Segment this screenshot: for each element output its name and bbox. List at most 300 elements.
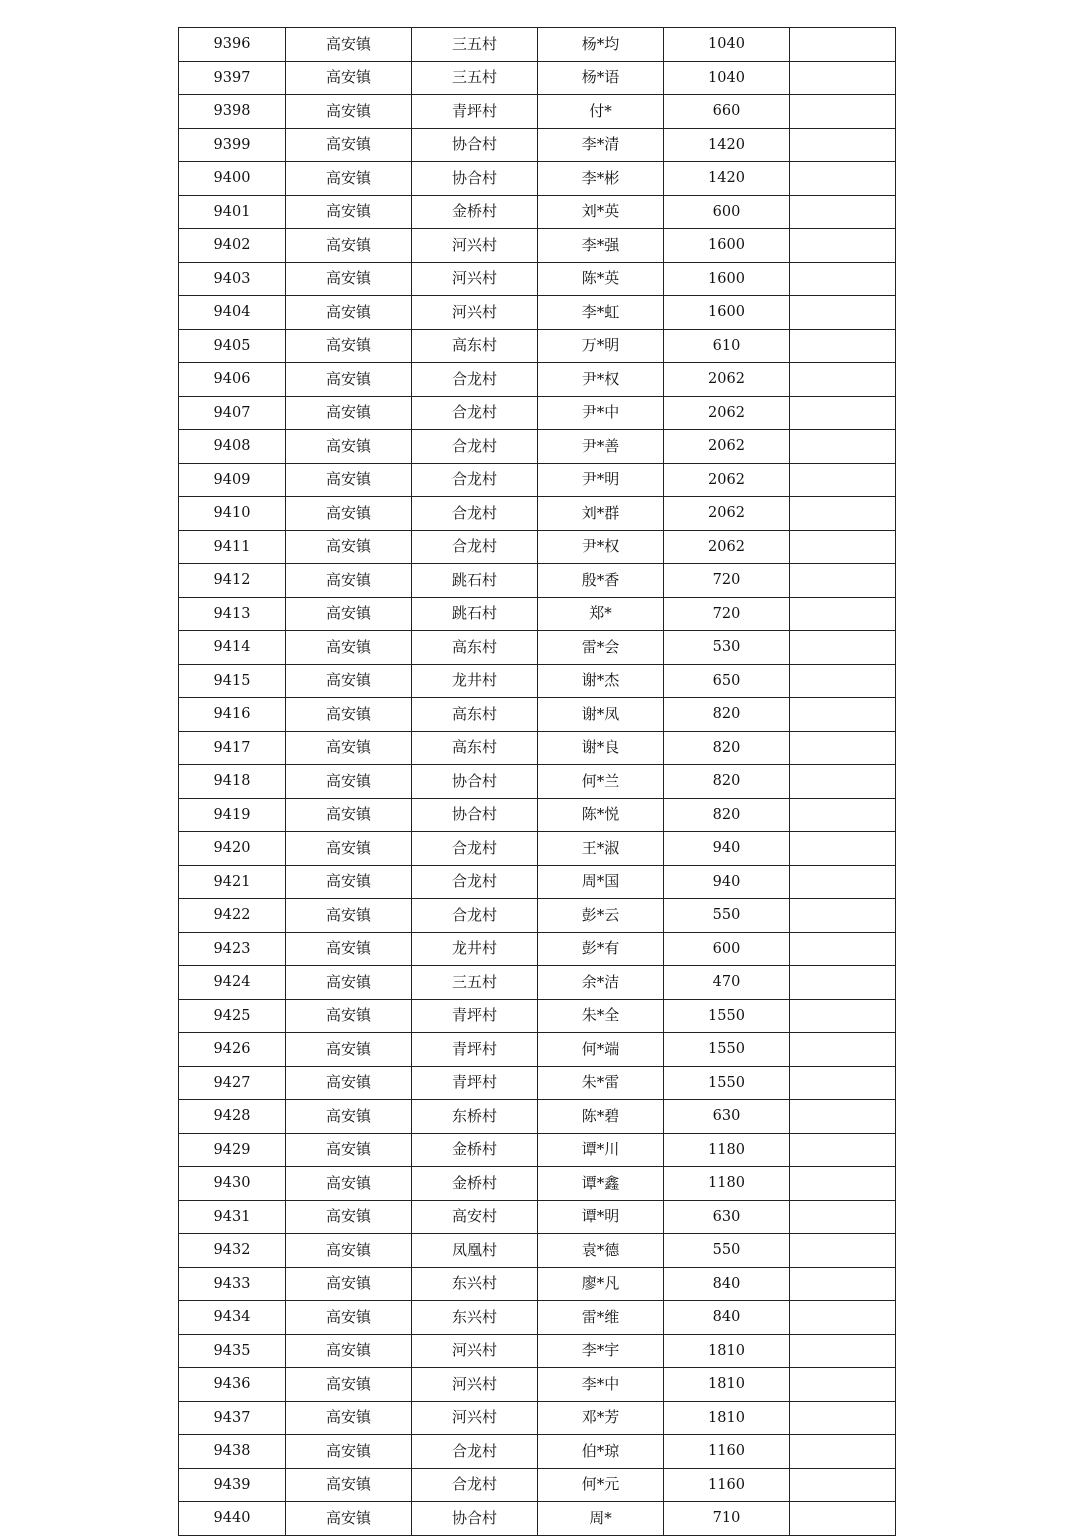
- note-cell: [790, 1401, 896, 1435]
- serial-number-cell: 9433: [179, 1267, 286, 1301]
- table-row: [179, 1200, 896, 1234]
- town-cell: 高安镇: [286, 966, 412, 1000]
- amount-cell: 1420: [664, 128, 790, 162]
- table-row: [179, 798, 896, 832]
- amount-cell: 650: [664, 664, 790, 698]
- roster-table-body: [179, 28, 896, 1536]
- note-cell: [790, 1368, 896, 1402]
- amount-cell: 940: [664, 832, 790, 866]
- note-cell: [790, 932, 896, 966]
- town-cell: 高安镇: [286, 1234, 412, 1268]
- town-cell: 高安镇: [286, 463, 412, 497]
- table-row: [179, 296, 896, 330]
- town-cell: 高安镇: [286, 95, 412, 129]
- serial-number-cell: 9423: [179, 932, 286, 966]
- serial-number-cell: 9424: [179, 966, 286, 1000]
- village-cell: 合龙村: [412, 497, 538, 531]
- note-cell: [790, 865, 896, 899]
- serial-number-cell: 9406: [179, 363, 286, 397]
- amount-cell: 2062: [664, 463, 790, 497]
- person-name-cell: 谢*杰: [538, 664, 664, 698]
- amount-cell: 600: [664, 195, 790, 229]
- town-cell: 高安镇: [286, 229, 412, 263]
- person-name-cell: 彭*云: [538, 899, 664, 933]
- serial-number-cell: 9401: [179, 195, 286, 229]
- person-name-cell: 李*中: [538, 1368, 664, 1402]
- person-name-cell: 周*国: [538, 865, 664, 899]
- amount-cell: 630: [664, 1100, 790, 1134]
- amount-cell: 610: [664, 329, 790, 363]
- serial-number-cell: 9414: [179, 631, 286, 665]
- serial-number-cell: 9430: [179, 1167, 286, 1201]
- person-name-cell: 陈*英: [538, 262, 664, 296]
- town-cell: 高安镇: [286, 1167, 412, 1201]
- amount-cell: 820: [664, 765, 790, 799]
- village-cell: 东桥村: [412, 1100, 538, 1134]
- note-cell: [790, 564, 896, 598]
- table-row: [179, 195, 896, 229]
- serial-number-cell: 9426: [179, 1033, 286, 1067]
- table-row: [179, 1468, 896, 1502]
- town-cell: 高安镇: [286, 1368, 412, 1402]
- serial-number-cell: 9399: [179, 128, 286, 162]
- village-cell: 河兴村: [412, 296, 538, 330]
- village-cell: 河兴村: [412, 262, 538, 296]
- amount-cell: 1180: [664, 1167, 790, 1201]
- amount-cell: 2062: [664, 530, 790, 564]
- town-cell: 高安镇: [286, 832, 412, 866]
- table-row: [179, 1502, 896, 1536]
- town-cell: 高安镇: [286, 262, 412, 296]
- serial-number-cell: 9398: [179, 95, 286, 129]
- table-row: [179, 932, 896, 966]
- person-name-cell: 殷*香: [538, 564, 664, 598]
- table-row: [179, 497, 896, 531]
- note-cell: [790, 731, 896, 765]
- serial-number-cell: 9431: [179, 1200, 286, 1234]
- table-row: [179, 698, 896, 732]
- village-cell: 合龙村: [412, 430, 538, 464]
- village-cell: 三五村: [412, 61, 538, 95]
- note-cell: [790, 1033, 896, 1067]
- table-row: [179, 1334, 896, 1368]
- serial-number-cell: 9435: [179, 1334, 286, 1368]
- serial-number-cell: 9408: [179, 430, 286, 464]
- village-cell: 合龙村: [412, 865, 538, 899]
- note-cell: [790, 28, 896, 62]
- serial-number-cell: 9407: [179, 396, 286, 430]
- village-cell: 金桥村: [412, 1133, 538, 1167]
- person-name-cell: 朱*雷: [538, 1066, 664, 1100]
- serial-number-cell: 9405: [179, 329, 286, 363]
- person-name-cell: 廖*凡: [538, 1267, 664, 1301]
- table-row: [179, 631, 896, 665]
- table-row: [179, 28, 896, 62]
- town-cell: 高安镇: [286, 1468, 412, 1502]
- note-cell: [790, 899, 896, 933]
- amount-cell: 820: [664, 698, 790, 732]
- serial-number-cell: 9396: [179, 28, 286, 62]
- table-row: [179, 899, 896, 933]
- note-cell: [790, 497, 896, 531]
- table-row: [179, 363, 896, 397]
- village-cell: 协合村: [412, 798, 538, 832]
- village-cell: 金桥村: [412, 195, 538, 229]
- amount-cell: 840: [664, 1267, 790, 1301]
- table-row: [179, 229, 896, 263]
- serial-number-cell: 9440: [179, 1502, 286, 1536]
- amount-cell: 600: [664, 932, 790, 966]
- note-cell: [790, 1267, 896, 1301]
- town-cell: 高安镇: [286, 1502, 412, 1536]
- serial-number-cell: 9416: [179, 698, 286, 732]
- table-row: [179, 530, 896, 564]
- serial-number-cell: 9438: [179, 1435, 286, 1469]
- table-row: [179, 162, 896, 196]
- town-cell: 高安镇: [286, 1301, 412, 1335]
- serial-number-cell: 9403: [179, 262, 286, 296]
- town-cell: 高安镇: [286, 698, 412, 732]
- amount-cell: 710: [664, 1502, 790, 1536]
- amount-cell: 720: [664, 564, 790, 598]
- note-cell: [790, 664, 896, 698]
- person-name-cell: 伯*琼: [538, 1435, 664, 1469]
- table-row: [179, 966, 896, 1000]
- table-row: [179, 329, 896, 363]
- table-row: [179, 61, 896, 95]
- person-name-cell: 尹*善: [538, 430, 664, 464]
- amount-cell: 470: [664, 966, 790, 1000]
- amount-cell: 1420: [664, 162, 790, 196]
- person-name-cell: 余*洁: [538, 966, 664, 1000]
- amount-cell: 1600: [664, 229, 790, 263]
- note-cell: [790, 396, 896, 430]
- serial-number-cell: 9437: [179, 1401, 286, 1435]
- serial-number-cell: 9432: [179, 1234, 286, 1268]
- village-cell: 龙井村: [412, 664, 538, 698]
- amount-cell: 1550: [664, 999, 790, 1033]
- note-cell: [790, 966, 896, 1000]
- serial-number-cell: 9421: [179, 865, 286, 899]
- village-cell: 凤凰村: [412, 1234, 538, 1268]
- person-name-cell: 雷*会: [538, 631, 664, 665]
- serial-number-cell: 9428: [179, 1100, 286, 1134]
- person-name-cell: 邓*芳: [538, 1401, 664, 1435]
- person-name-cell: 谢*良: [538, 731, 664, 765]
- amount-cell: 1810: [664, 1401, 790, 1435]
- village-cell: 协合村: [412, 1502, 538, 1536]
- person-name-cell: 杨*语: [538, 61, 664, 95]
- village-cell: 合龙村: [412, 1435, 538, 1469]
- note-cell: [790, 128, 896, 162]
- village-cell: 三五村: [412, 966, 538, 1000]
- table-row: [179, 1401, 896, 1435]
- amount-cell: 1040: [664, 61, 790, 95]
- note-cell: [790, 1502, 896, 1536]
- note-cell: [790, 296, 896, 330]
- serial-number-cell: 9417: [179, 731, 286, 765]
- person-name-cell: 李*强: [538, 229, 664, 263]
- village-cell: 青坪村: [412, 1033, 538, 1067]
- town-cell: 高安镇: [286, 396, 412, 430]
- amount-cell: 820: [664, 798, 790, 832]
- amount-cell: 1040: [664, 28, 790, 62]
- town-cell: 高安镇: [286, 1401, 412, 1435]
- person-name-cell: 王*淑: [538, 832, 664, 866]
- table-row: [179, 95, 896, 129]
- serial-number-cell: 9419: [179, 798, 286, 832]
- town-cell: 高安镇: [286, 564, 412, 598]
- note-cell: [790, 363, 896, 397]
- town-cell: 高安镇: [286, 1334, 412, 1368]
- amount-cell: 660: [664, 95, 790, 129]
- person-name-cell: 谭*川: [538, 1133, 664, 1167]
- table-row: [179, 765, 896, 799]
- serial-number-cell: 9415: [179, 664, 286, 698]
- village-cell: 跳石村: [412, 564, 538, 598]
- person-name-cell: 雷*维: [538, 1301, 664, 1335]
- person-name-cell: 杨*均: [538, 28, 664, 62]
- table-row: [179, 564, 896, 598]
- roster-table: [178, 27, 896, 1536]
- person-name-cell: 袁*德: [538, 1234, 664, 1268]
- person-name-cell: 彭*有: [538, 932, 664, 966]
- serial-number-cell: 9411: [179, 530, 286, 564]
- table-row: [179, 1100, 896, 1134]
- note-cell: [790, 1100, 896, 1134]
- village-cell: 东兴村: [412, 1267, 538, 1301]
- village-cell: 协合村: [412, 765, 538, 799]
- note-cell: [790, 530, 896, 564]
- serial-number-cell: 9429: [179, 1133, 286, 1167]
- village-cell: 河兴村: [412, 1368, 538, 1402]
- person-name-cell: 周*: [538, 1502, 664, 1536]
- village-cell: 协合村: [412, 162, 538, 196]
- person-name-cell: 尹*明: [538, 463, 664, 497]
- person-name-cell: 陈*悦: [538, 798, 664, 832]
- note-cell: [790, 1133, 896, 1167]
- table-row: [179, 1133, 896, 1167]
- note-cell: [790, 1167, 896, 1201]
- serial-number-cell: 9404: [179, 296, 286, 330]
- amount-cell: 1600: [664, 296, 790, 330]
- note-cell: [790, 95, 896, 129]
- town-cell: 高安镇: [286, 128, 412, 162]
- table-row: [179, 430, 896, 464]
- table-row: [179, 1234, 896, 1268]
- town-cell: 高安镇: [286, 899, 412, 933]
- village-cell: 高东村: [412, 329, 538, 363]
- person-name-cell: 谭*鑫: [538, 1167, 664, 1201]
- amount-cell: 1600: [664, 262, 790, 296]
- town-cell: 高安镇: [286, 631, 412, 665]
- serial-number-cell: 9412: [179, 564, 286, 598]
- note-cell: [790, 463, 896, 497]
- note-cell: [790, 1334, 896, 1368]
- town-cell: 高安镇: [286, 363, 412, 397]
- note-cell: [790, 798, 896, 832]
- amount-cell: 720: [664, 597, 790, 631]
- note-cell: [790, 698, 896, 732]
- amount-cell: 1810: [664, 1368, 790, 1402]
- amount-cell: 630: [664, 1200, 790, 1234]
- table-row: [179, 664, 896, 698]
- table-row: [179, 1435, 896, 1469]
- table-row: [179, 463, 896, 497]
- serial-number-cell: 9400: [179, 162, 286, 196]
- amount-cell: 2062: [664, 363, 790, 397]
- person-name-cell: 刘*英: [538, 195, 664, 229]
- person-name-cell: 何*元: [538, 1468, 664, 1502]
- amount-cell: 1810: [664, 1334, 790, 1368]
- person-name-cell: 何*端: [538, 1033, 664, 1067]
- person-name-cell: 李*彬: [538, 162, 664, 196]
- table-row: [179, 1033, 896, 1067]
- person-name-cell: 李*宇: [538, 1334, 664, 1368]
- village-cell: 合龙村: [412, 396, 538, 430]
- table-row: [179, 128, 896, 162]
- table-row: [179, 1301, 896, 1335]
- town-cell: 高安镇: [286, 296, 412, 330]
- table-row: [179, 832, 896, 866]
- note-cell: [790, 597, 896, 631]
- table-row: [179, 999, 896, 1033]
- note-cell: [790, 162, 896, 196]
- amount-cell: 940: [664, 865, 790, 899]
- person-name-cell: 尹*权: [538, 530, 664, 564]
- serial-number-cell: 9436: [179, 1368, 286, 1402]
- note-cell: [790, 1200, 896, 1234]
- table-row: [179, 1267, 896, 1301]
- amount-cell: 1550: [664, 1033, 790, 1067]
- amount-cell: 840: [664, 1301, 790, 1335]
- note-cell: [790, 1234, 896, 1268]
- person-name-cell: 陈*碧: [538, 1100, 664, 1134]
- serial-number-cell: 9418: [179, 765, 286, 799]
- town-cell: 高安镇: [286, 1033, 412, 1067]
- village-cell: 协合村: [412, 128, 538, 162]
- note-cell: [790, 329, 896, 363]
- person-name-cell: 何*兰: [538, 765, 664, 799]
- village-cell: 青坪村: [412, 999, 538, 1033]
- person-name-cell: 尹*中: [538, 396, 664, 430]
- table-row: [179, 731, 896, 765]
- amount-cell: 550: [664, 1234, 790, 1268]
- table-row: [179, 396, 896, 430]
- table-row: [179, 262, 896, 296]
- village-cell: 青坪村: [412, 1066, 538, 1100]
- note-cell: [790, 999, 896, 1033]
- town-cell: 高安镇: [286, 999, 412, 1033]
- town-cell: 高安镇: [286, 329, 412, 363]
- note-cell: [790, 1468, 896, 1502]
- person-name-cell: 尹*权: [538, 363, 664, 397]
- town-cell: 高安镇: [286, 731, 412, 765]
- table-row: [179, 597, 896, 631]
- serial-number-cell: 9409: [179, 463, 286, 497]
- amount-cell: 550: [664, 899, 790, 933]
- amount-cell: 1160: [664, 1435, 790, 1469]
- note-cell: [790, 262, 896, 296]
- person-name-cell: 郑*: [538, 597, 664, 631]
- amount-cell: 1180: [664, 1133, 790, 1167]
- serial-number-cell: 9413: [179, 597, 286, 631]
- village-cell: 河兴村: [412, 1401, 538, 1435]
- town-cell: 高安镇: [286, 765, 412, 799]
- town-cell: 高安镇: [286, 932, 412, 966]
- table-row: [179, 1066, 896, 1100]
- village-cell: 东兴村: [412, 1301, 538, 1335]
- village-cell: 青坪村: [412, 95, 538, 129]
- town-cell: 高安镇: [286, 28, 412, 62]
- village-cell: 跳石村: [412, 597, 538, 631]
- amount-cell: 2062: [664, 497, 790, 531]
- town-cell: 高安镇: [286, 1133, 412, 1167]
- amount-cell: 820: [664, 731, 790, 765]
- serial-number-cell: 9410: [179, 497, 286, 531]
- note-cell: [790, 765, 896, 799]
- village-cell: 合龙村: [412, 530, 538, 564]
- village-cell: 三五村: [412, 28, 538, 62]
- village-cell: 金桥村: [412, 1167, 538, 1201]
- village-cell: 高东村: [412, 631, 538, 665]
- town-cell: 高安镇: [286, 430, 412, 464]
- serial-number-cell: 9402: [179, 229, 286, 263]
- village-cell: 合龙村: [412, 899, 538, 933]
- serial-number-cell: 9434: [179, 1301, 286, 1335]
- serial-number-cell: 9427: [179, 1066, 286, 1100]
- serial-number-cell: 9422: [179, 899, 286, 933]
- table-row: [179, 1368, 896, 1402]
- person-name-cell: 谢*凤: [538, 698, 664, 732]
- person-name-cell: 谭*明: [538, 1200, 664, 1234]
- person-name-cell: 刘*群: [538, 497, 664, 531]
- person-name-cell: 朱*全: [538, 999, 664, 1033]
- note-cell: [790, 631, 896, 665]
- note-cell: [790, 1301, 896, 1335]
- note-cell: [790, 229, 896, 263]
- town-cell: 高安镇: [286, 1100, 412, 1134]
- amount-cell: 2062: [664, 396, 790, 430]
- town-cell: 高安镇: [286, 1267, 412, 1301]
- village-cell: 高东村: [412, 731, 538, 765]
- table-row: [179, 1167, 896, 1201]
- serial-number-cell: 9397: [179, 61, 286, 95]
- town-cell: 高安镇: [286, 597, 412, 631]
- amount-cell: 1160: [664, 1468, 790, 1502]
- village-cell: 合龙村: [412, 463, 538, 497]
- village-cell: 龙井村: [412, 932, 538, 966]
- village-cell: 河兴村: [412, 229, 538, 263]
- serial-number-cell: 9425: [179, 999, 286, 1033]
- serial-number-cell: 9439: [179, 1468, 286, 1502]
- town-cell: 高安镇: [286, 865, 412, 899]
- person-name-cell: 李*虹: [538, 296, 664, 330]
- note-cell: [790, 430, 896, 464]
- village-cell: 高安村: [412, 1200, 538, 1234]
- town-cell: 高安镇: [286, 195, 412, 229]
- village-cell: 河兴村: [412, 1334, 538, 1368]
- person-name-cell: 李*清: [538, 128, 664, 162]
- note-cell: [790, 832, 896, 866]
- note-cell: [790, 195, 896, 229]
- village-cell: 合龙村: [412, 832, 538, 866]
- town-cell: 高安镇: [286, 530, 412, 564]
- amount-cell: 2062: [664, 430, 790, 464]
- amount-cell: 530: [664, 631, 790, 665]
- town-cell: 高安镇: [286, 61, 412, 95]
- town-cell: 高安镇: [286, 798, 412, 832]
